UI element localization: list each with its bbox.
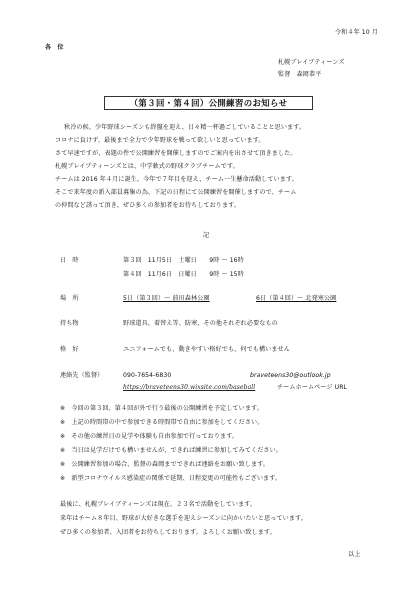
contact-label: 連絡先（監督） [60, 372, 104, 379]
recipient-line: 各 位 [45, 44, 64, 51]
document-date: 令和４年 10 月 [335, 29, 378, 36]
closing-line: ぜひ多くの参加者、入団者をお待ちしております。よろしくお願い致します。 [60, 529, 276, 536]
intro-line: 秋冷の候、少年野球シーズンも終盤を迎え、日々精一杯過ごしていることと思います。 [64, 124, 306, 131]
coach-name: 監督 森岡恭平 [278, 71, 322, 78]
date-label: 日 時 [60, 257, 79, 264]
phone-number: 090-7654-6830 [123, 372, 172, 379]
ki-heading: 記 [203, 232, 210, 239]
place-second: 6日（第４回）～ 北発寒公園 [256, 295, 337, 302]
intro-line: 札幌ブレイブティーンズとは、中学軟式の野球クラブチームです。 [55, 163, 239, 170]
team-homepage-link[interactable]: https://braveteens30.wixsite.com/baseball [123, 384, 256, 391]
intro-line: そこで来年度の新入部員募集の為、下記の日程にて公開練習を開催しますので、チーム [55, 189, 297, 196]
note-item: ※ 当日は見学だけでも構いませんが、できれば練習に参加してみてください。 [60, 447, 282, 454]
closing-line: 最後に、札幌ブレイブティーンズは現在、２３名で活動をしています。 [60, 501, 257, 508]
intro-line: チームは 2016 年４月に誕生、今年で７年目を迎え、チーム一生懸命活動しています。 [55, 176, 298, 183]
homepage-note: チームホームページ URL [277, 384, 348, 391]
intro-line: の仲間など誘って頂き、ぜひ多くの参加者をお待ちしております。 [55, 202, 241, 209]
note-item: ※ 今回の第３回、第４回が外で行う最後の公開練習を予定しています。 [60, 405, 263, 412]
document-title: （第３回・第４回）公開練習のお知らせ [129, 98, 288, 108]
items-label: 持ち物 [60, 320, 79, 327]
title-box [104, 96, 313, 110]
note-item: ※ 公開練習参加の場合、監督の森岡までできれば連絡をお願い致します。 [60, 461, 270, 468]
date-line: 第３回 11月5日 土曜日 9時 ～ 16時 [123, 257, 244, 264]
closing-ijou: 以上 [348, 551, 361, 558]
note-item: ※ 上記の時間帯の中で参加できる時間帯で自由に参加をしてください。 [60, 419, 264, 426]
intro-line: コロナに負けず、最後まで全力で少年野球を戦って欲しいと思っています。 [55, 137, 265, 144]
place-label: 場 所 [60, 295, 79, 302]
note-item: ※ その他の練習日の見学や体験も自由参加で行っております。 [60, 433, 239, 440]
email-address[interactable]: braveteens30@outlook.jp [250, 372, 331, 379]
place-first: 5日（第３回）～ 前田森林公園 [123, 295, 210, 302]
dress-text: ユニフォームでも、動きやすい格好でも、何でも構いません [123, 346, 290, 353]
date-line: 第４回 11月6日 日曜日 9時 ～ 15時 [123, 271, 244, 278]
items-text: 野球道具、着替え等、防寒、その他それぞれ必要なもの [123, 320, 278, 327]
note-item: ※ 新型コロナウイルス感染症の関係で延期、日程変更の可能性もございます。 [60, 475, 282, 482]
closing-line: 来年はチーム８年目、野球が大好きな選手を迎えシーズンに向かいたいと思っています。 [60, 515, 307, 522]
organization-name: 札幌ブレイブティーンズ [278, 59, 345, 66]
dress-label: 格 好 [60, 346, 79, 353]
intro-line: さて早速ですが、表題の件で公開練習を開催しますのでご案内を出させて頂きました。 [55, 150, 297, 157]
